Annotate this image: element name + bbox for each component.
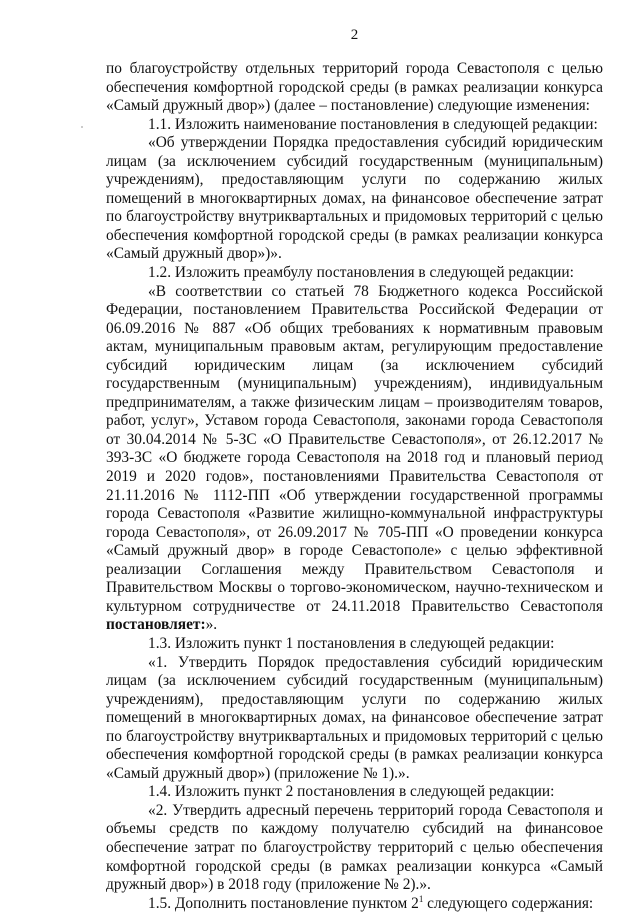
scan-speck (81, 126, 83, 128)
paragraph-1-2: 1.2. Изложить преамбулу постановления в следующей редакции: (148, 264, 574, 282)
paragraph-1-1-quote: «Об утверждении Порядка предоставления субсидий юридическим лицам (за исключением субсидий государственным (муниципальным) учреждениям), предоставляющим услуги по содержанию жилых помещений в многоквартирных домах, на финансовое обеспечение затрат по благоустройству внутриквартальных и придомовых территорий с целью обеспечения комфортной городской среды (в рамках реализации конкурса «Самый дружный двор»)». (106, 134, 603, 263)
paragraph-1-3-quote: «1. Утвердить Порядок предоставления субсидий юридическим лицам (за исключением субсидий государственным (муниципальным) учреждениям), предоставляющим услуги по содержанию жилых помещений в многоквартирных домах, на финансовое обеспечение затрат по благоустройству внутриквартальных и придомовых территорий с целью обеспечения комфортной городской среды (в рамках реализации конкурса «Самый дружный двор») (приложение № 1).». (106, 653, 603, 782)
paragraph-1-5 (106, 895, 603, 913)
paragraph-1-4: 1.4. Изложить пункт 2 постановления в следующей редакции: (148, 783, 555, 801)
page-number: 2 (350, 27, 359, 43)
paragraph-1-4-quote: «2. Утвердить адресный перечень территорий города Севастополя и объемы средств по каждому получателю субсидий на финансовое обеспечение затрат по благоустройству территорий с целью обеспечения комфортной городской среды (в рамках реализации конкурса «Самый дружный двор») в 2018 году (приложение № 2).». (106, 801, 603, 894)
paragraph-1-1: 1.1. Изложить наименование постановления в следующей редакции: (148, 115, 598, 133)
paragraph-1-5-tail: следующего содержания: (423, 894, 594, 912)
paragraph-1-2-quote (106, 283, 603, 635)
paragraph-1-5-text: 1.5. Дополнить постановление пунктом 2 (148, 894, 419, 912)
preamble-closing: ». (205, 616, 218, 634)
preamble-text: «В соответствии со статьей 78 Бюджетного кодекса Российской Федерации, постановлением Правительства Российской Федерации от 06.09.2016 № 887 «Об общих требованиях к нормативным правовым актам, муниципальным правовым актам, регулирующим предоставление субсидий юридическим лицам (за исключением субсидий государственным (муниципальным) учреждениям), индивидуальным предпринимателям, а также физическим лицам – производителям товаров, работ, услуг», Уставом города Севастополя, законами города Севастополя от 30.04.2014 № 5-ЗС «О Правительстве Севастополя», от 26.12.2017 № 393-ЗС «О бюджете города Севастополя на 2018 год и плановый период 2019 и 2020 годов», постановлениями Правительства Севастополя от 21.11.2016 № 1112-ПП «Об утверждении государственной программы города Севастополя «Развитие жилищно-коммунальной инфраструктуры города Севастополя», от 26.09.2017 № 705-ПП «О проведении конкурса «Самый дружный двор» в городе Севастополе» с целью эффективной реализации Соглашения между Правительством Севастополя и Правительством Москвы о торгово-экономическом, научно-техническом и культурном сотрудничестве от 24.11.2018 Правительство Севастополя (106, 282, 603, 615)
preamble-resolves: постановляет: (106, 616, 206, 634)
paragraph-intro: по благоустройству отдельных территорий города Севастополя с целью обеспечения комфортной городской среды (в рамках реализации конкурса «Самый дружный двор») (далее – постановление) следующие изменения: (106, 60, 603, 115)
paragraph-1-5-superscript: 1 (418, 893, 424, 904)
paragraph-1-3: 1.3. Изложить пункт 1 постановления в следующей редакции: (148, 634, 555, 652)
